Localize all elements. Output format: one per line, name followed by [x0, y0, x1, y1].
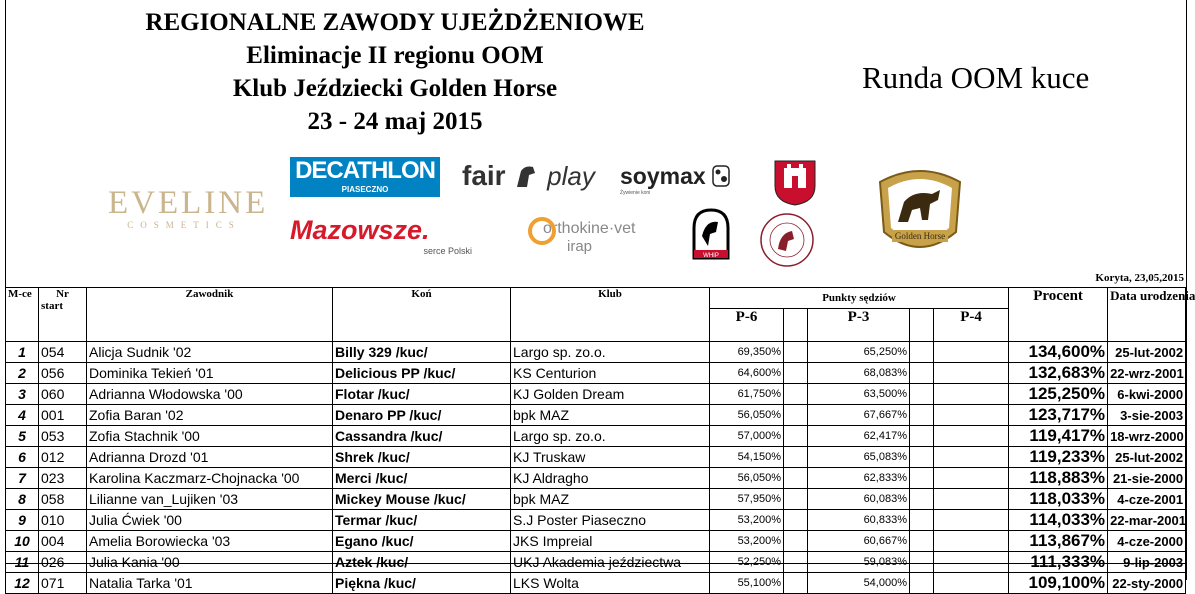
- soymax-logo: soymax Żywienie koni: [620, 160, 750, 200]
- score-p3-cell: 62,417%: [808, 426, 910, 447]
- col-header-rider: Zawodnik: [87, 288, 333, 342]
- start-number-cell: 012: [39, 447, 87, 468]
- score-p4-cell: [934, 573, 1009, 594]
- spacer-cell: [910, 531, 934, 552]
- spacer-cell: [910, 405, 934, 426]
- rider-cell: Adrianna Włodowska '00: [87, 384, 333, 405]
- table-header-row: [6, 288, 1186, 309]
- table-row: [6, 426, 1186, 447]
- percent-cell: 114,033%: [1009, 510, 1108, 531]
- place-cell: 10: [6, 531, 39, 552]
- rider-cell: Dominika Tekień '01: [87, 363, 333, 384]
- score-p4-cell: [934, 384, 1009, 405]
- whip-logo: [686, 206, 736, 262]
- col-header-p4: P-4: [934, 309, 1009, 342]
- table-row: [6, 552, 1186, 573]
- spacer-cell: [910, 384, 934, 405]
- horse-cell: Billy 329 /kuc/: [333, 342, 511, 363]
- place-cell: 3: [6, 384, 39, 405]
- orthokine-circle-icon: [527, 216, 557, 246]
- score-p3-cell: 60,667%: [808, 531, 910, 552]
- place-cell: 8: [6, 489, 39, 510]
- birth-date-cell: 9-lip-2003: [1108, 552, 1186, 573]
- horse-cell: Cassandra /kuc/: [333, 426, 511, 447]
- svg-text:Golden Horse: Golden Horse: [894, 231, 946, 241]
- score-p6-cell: 52,250%: [710, 552, 784, 573]
- place-cell: 11: [6, 552, 39, 573]
- horse-cell: Flotar /kuc/: [333, 384, 511, 405]
- club-cell: Largo sp. zo.o.: [511, 342, 710, 363]
- club-cell: UKJ Akademia jeździectwa: [511, 552, 710, 573]
- place-and-date: Koryta, 23,05,2015: [1095, 272, 1184, 284]
- rider-cell: Lilianne van_Lujiken '03: [87, 489, 333, 510]
- place-cell: 7: [6, 468, 39, 489]
- start-number-cell: 001: [39, 405, 87, 426]
- start-number-cell: 053: [39, 426, 87, 447]
- table-row: [6, 384, 1186, 405]
- birth-date-cell: 22-mar-2001: [1108, 510, 1186, 531]
- club-cell: KJ Truskaw: [511, 447, 710, 468]
- score-p4-cell: [934, 552, 1009, 573]
- spacer-cell: [784, 447, 808, 468]
- spacer-cell: [784, 573, 808, 594]
- percent-cell: 119,417%: [1009, 426, 1108, 447]
- rider-cell: Adrianna Drozd '01: [87, 447, 333, 468]
- place-cell: 6: [6, 447, 39, 468]
- cow-icon: [710, 160, 734, 190]
- club-cell: JKS Impreial: [511, 531, 710, 552]
- col-header-place: M-ce: [6, 288, 39, 342]
- birth-date-cell: 6-kwi-2000: [1108, 384, 1186, 405]
- spacer-cell: [910, 447, 934, 468]
- score-p3-cell: 63,500%: [808, 384, 910, 405]
- rider-cell: Karolina Kaczmarz-Chojnacka '00: [87, 468, 333, 489]
- col-header-p6: P-6: [710, 309, 784, 342]
- mazowsze-logo: Mazowsze. serce Polski: [290, 215, 472, 256]
- birth-date-cell: 25-lut-2002: [1108, 342, 1186, 363]
- club-cell: S.J Poster Piaseczno: [511, 510, 710, 531]
- birth-date-cell: 21-sie-2000: [1108, 468, 1186, 489]
- horse-head-icon: [513, 163, 539, 189]
- score-p4-cell: [934, 363, 1009, 384]
- score-p4-cell: [934, 405, 1009, 426]
- club-cell: KJ Aldragho: [511, 468, 710, 489]
- spacer-cell: [910, 426, 934, 447]
- club-cell: KJ Golden Dream: [511, 384, 710, 405]
- score-p6-cell: 64,600%: [710, 363, 784, 384]
- table-row: [6, 510, 1186, 531]
- place-cell: 9: [6, 510, 39, 531]
- table-row: [6, 363, 1186, 384]
- event-title-line-4: 23 - 24 maj 2015: [307, 108, 483, 135]
- spacer-cell: [784, 342, 808, 363]
- event-title-line-3: Klub Jeździecki Golden Horse: [232, 75, 558, 102]
- table-row: [6, 447, 1186, 468]
- rider-cell: Julia Ćwiek '00: [87, 510, 333, 531]
- col-header-nr: Nr start: [39, 288, 87, 342]
- percent-cell: 134,600%: [1009, 342, 1108, 363]
- percent-cell: 113,867%: [1009, 531, 1108, 552]
- score-p6-cell: 56,050%: [710, 405, 784, 426]
- place-cell: 12: [6, 573, 39, 594]
- golden-horse-logo: [870, 162, 970, 262]
- score-p6-cell: 53,200%: [710, 510, 784, 531]
- birth-date-cell: 18-wrz-2000: [1108, 426, 1186, 447]
- club-cell: KS Centurion: [511, 363, 710, 384]
- spacer-cell: [784, 489, 808, 510]
- konski-swiat-logo: [758, 211, 816, 269]
- col-header-birth-date: Data urodzenia: [1108, 288, 1186, 342]
- spacer-cell: [784, 384, 808, 405]
- col-header-spacer-2: [910, 309, 934, 342]
- col-header-percent: Procent: [1009, 288, 1108, 342]
- percent-cell: 132,683%: [1009, 363, 1108, 384]
- horse-cell: Piękna /kuc/: [333, 573, 511, 594]
- start-number-cell: 026: [39, 552, 87, 573]
- score-p6-cell: 55,100%: [710, 573, 784, 594]
- start-number-cell: 060: [39, 384, 87, 405]
- club-cell: bpk MAZ: [511, 489, 710, 510]
- event-title-line-1: REGIONALNE ZAWODY UJEŻDŻENIOWE: [145, 9, 645, 36]
- rider-cell: Zofia Baran '02: [87, 405, 333, 426]
- place-cell: 4: [6, 405, 39, 426]
- score-p3-cell: 60,833%: [808, 510, 910, 531]
- horse-cell: Denaro PP /kuc/: [333, 405, 511, 426]
- birth-date-cell: 4-cze-2001: [1108, 489, 1186, 510]
- spacer-cell: [784, 531, 808, 552]
- score-p3-cell: 60,083%: [808, 489, 910, 510]
- eveline-logo: EVELINE COSMETICS: [108, 185, 269, 230]
- rider-cell: Julia Kania '00: [87, 552, 333, 573]
- horse-cell: Termar /kuc/: [333, 510, 511, 531]
- percent-cell: 123,717%: [1009, 405, 1108, 426]
- coat-of-arms-icon: [772, 158, 818, 206]
- start-number-cell: 056: [39, 363, 87, 384]
- score-p4-cell: [934, 447, 1009, 468]
- score-p4-cell: [934, 468, 1009, 489]
- spacer-cell: [910, 489, 934, 510]
- percent-cell: 125,250%: [1009, 384, 1108, 405]
- birth-date-cell: 4-cze-2000: [1108, 531, 1186, 552]
- spacer-cell: [910, 552, 934, 573]
- spacer-cell: [910, 468, 934, 489]
- score-p6-cell: 61,750%: [710, 384, 784, 405]
- decathlon-logo: DECATHLON PIASECZNO: [290, 157, 440, 197]
- score-p3-cell: 54,000%: [808, 573, 910, 594]
- place-cell: 5: [6, 426, 39, 447]
- col-header-p3: P-3: [808, 309, 910, 342]
- score-p3-cell: 67,667%: [808, 405, 910, 426]
- rider-cell: Amelia Borowiecka '03: [87, 531, 333, 552]
- rider-cell: Alicja Sudnik '02: [87, 342, 333, 363]
- birth-date-cell: 22-wrz-2001: [1108, 363, 1186, 384]
- spacer-cell: [784, 552, 808, 573]
- horse-cell: Merci /kuc/: [333, 468, 511, 489]
- spacer-cell: [784, 405, 808, 426]
- start-number-cell: 071: [39, 573, 87, 594]
- start-number-cell: 010: [39, 510, 87, 531]
- score-p6-cell: 56,050%: [710, 468, 784, 489]
- fairplay-logo: fair play: [462, 160, 595, 191]
- event-title-block: [85, 6, 705, 138]
- birth-date-cell: 22-sty-2000: [1108, 573, 1186, 594]
- start-number-cell: 058: [39, 489, 87, 510]
- horse-cell: Aztek /kuc/: [333, 552, 511, 573]
- birth-date-cell: 3-sie-2003: [1108, 405, 1186, 426]
- place-cell: 1: [6, 342, 39, 363]
- percent-cell: 118,883%: [1009, 468, 1108, 489]
- round-name: Runda OOM kuce: [862, 60, 1090, 95]
- orthokine-logo: orthokine·vet irap: [527, 214, 667, 264]
- spacer-cell: [910, 342, 934, 363]
- score-p4-cell: [934, 510, 1009, 531]
- birth-date-cell: 25-lut-2002: [1108, 447, 1186, 468]
- rider-cell: Natalia Tarka '01: [87, 573, 333, 594]
- table-row: [6, 405, 1186, 426]
- score-p6-cell: 57,000%: [710, 426, 784, 447]
- event-title-line-2: Eliminacje II regionu OOM: [246, 42, 544, 69]
- col-header-horse: Koń: [333, 288, 511, 342]
- percent-cell: 111,333%: [1009, 552, 1108, 573]
- spacer-cell: [784, 510, 808, 531]
- score-p6-cell: 57,950%: [710, 489, 784, 510]
- score-p3-cell: 59,083%: [808, 552, 910, 573]
- results-table: [5, 287, 1195, 594]
- col-header-club: Klub: [511, 288, 710, 342]
- score-p4-cell: [934, 531, 1009, 552]
- start-number-cell: 023: [39, 468, 87, 489]
- percent-cell: 109,100%: [1009, 573, 1108, 594]
- spacer-cell: [784, 363, 808, 384]
- table-row: [6, 342, 1186, 363]
- club-cell: Largo sp. zo.o.: [511, 426, 710, 447]
- col-header-points: Punkty sędziów: [710, 288, 1009, 309]
- horse-cell: Shrek /kuc/: [333, 447, 511, 468]
- club-cell: LKS Wolta: [511, 573, 710, 594]
- spacer-cell: [784, 426, 808, 447]
- score-p3-cell: 65,083%: [808, 447, 910, 468]
- svg-text:WHIP: WHIP: [703, 253, 719, 259]
- table-row: [6, 531, 1186, 552]
- spacer-cell: [910, 363, 934, 384]
- horse-cell: Mickey Mouse /kuc/: [333, 489, 511, 510]
- horse-cell: Egano /kuc/: [333, 531, 511, 552]
- score-p3-cell: 65,250%: [808, 342, 910, 363]
- start-number-cell: 004: [39, 531, 87, 552]
- horse-cell: Delicious PP /kuc/: [333, 363, 511, 384]
- place-cell: 2: [6, 363, 39, 384]
- score-p4-cell: [934, 426, 1009, 447]
- percent-cell: 119,233%: [1009, 447, 1108, 468]
- col-header-spacer-1: [784, 309, 808, 342]
- score-p4-cell: [934, 342, 1009, 363]
- club-cell: bpk MAZ: [511, 405, 710, 426]
- table-row: [6, 489, 1186, 510]
- score-p3-cell: 62,833%: [808, 468, 910, 489]
- spacer-cell: [910, 510, 934, 531]
- rider-cell: Zofia Stachnik '00: [87, 426, 333, 447]
- spacer-cell: [910, 573, 934, 594]
- table-row: [6, 468, 1186, 489]
- score-p6-cell: 54,150%: [710, 447, 784, 468]
- bottom-divider: [5, 563, 1187, 564]
- score-p6-cell: 69,350%: [710, 342, 784, 363]
- percent-cell: 118,033%: [1009, 489, 1108, 510]
- score-p3-cell: 68,083%: [808, 363, 910, 384]
- spacer-cell: [784, 468, 808, 489]
- score-p6-cell: 53,200%: [710, 531, 784, 552]
- score-p4-cell: [934, 489, 1009, 510]
- start-number-cell: 054: [39, 342, 87, 363]
- table-row: [6, 573, 1186, 594]
